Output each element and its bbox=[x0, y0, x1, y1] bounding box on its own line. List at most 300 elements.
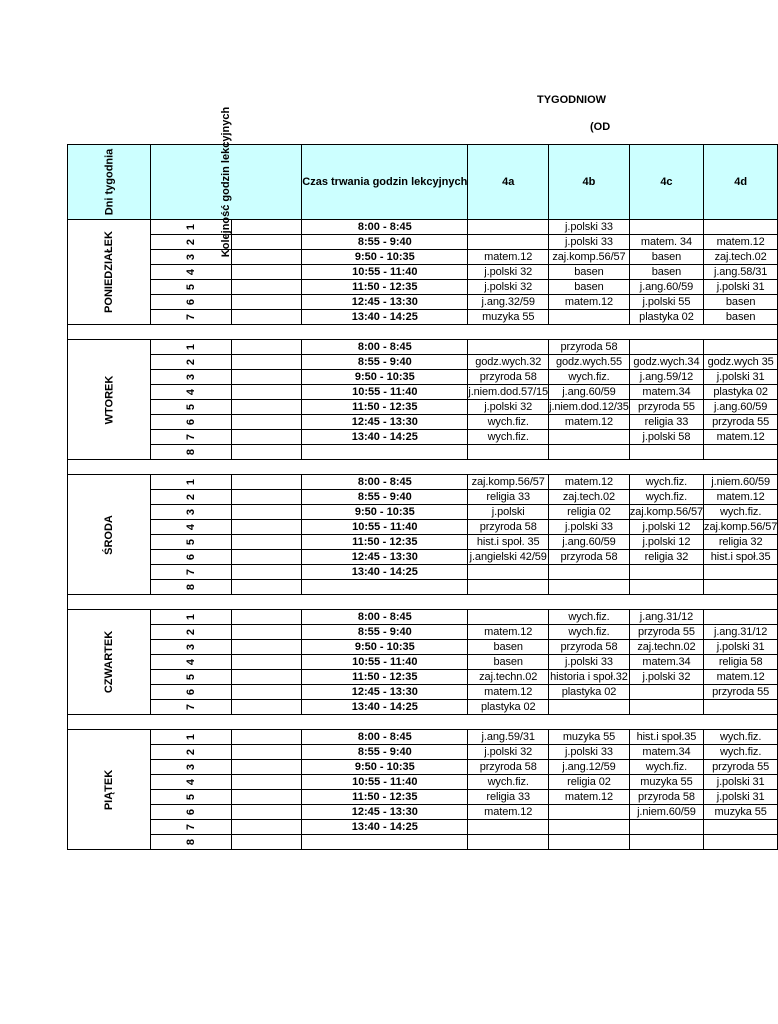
lesson-cell-4a: j.polski bbox=[468, 505, 549, 520]
lesson-number: 3 bbox=[150, 640, 231, 655]
lesson-time: 13:40 - 14:25 bbox=[302, 565, 468, 580]
lesson-cell-4c bbox=[629, 580, 703, 595]
lesson-cell-4b bbox=[549, 565, 630, 580]
table-row bbox=[68, 565, 778, 580]
lesson-cell-4a: j.niem.dod.57/15 bbox=[468, 386, 549, 398]
lesson-cell-4d: matem.12 bbox=[704, 490, 778, 505]
lesson-number-blank bbox=[231, 760, 302, 775]
lesson-cell-4c bbox=[629, 565, 703, 580]
lesson-number: 2 bbox=[150, 355, 231, 370]
table-row bbox=[68, 415, 778, 430]
lesson-cell-4b: matem.12 bbox=[549, 475, 630, 490]
lesson-cell-4b: religia 02 bbox=[549, 775, 630, 790]
lesson-cell-4c: wych.fiz. bbox=[629, 475, 703, 490]
lesson-number-blank bbox=[231, 655, 302, 670]
lesson-number: 8 bbox=[150, 835, 231, 850]
lesson-number-blank bbox=[231, 385, 302, 400]
lesson-number-blank bbox=[231, 520, 302, 535]
lesson-number: 4 bbox=[150, 385, 231, 400]
lesson-time: 8:00 - 8:45 bbox=[302, 340, 468, 355]
table-row bbox=[68, 505, 778, 520]
lesson-cell-4b: j.polski 33 bbox=[549, 655, 630, 670]
lesson-cell-4d: wych.fiz. bbox=[704, 730, 778, 745]
lesson-cell-4a bbox=[468, 220, 549, 235]
table-row bbox=[68, 550, 778, 565]
lesson-cell-4b: wych.fiz. bbox=[549, 610, 630, 625]
lesson-number-blank bbox=[231, 610, 302, 625]
lesson-cell-4d: basen bbox=[704, 295, 778, 310]
lesson-cell-4d: matem.12 bbox=[704, 670, 778, 685]
table-row bbox=[68, 490, 778, 505]
day-separator bbox=[68, 715, 778, 730]
lesson-cell-4a: j.ang.32/59 bbox=[468, 295, 549, 310]
lesson-cell-4c: j.ang.60/59 bbox=[629, 280, 703, 295]
lesson-cell-4b: muzyka 55 bbox=[549, 730, 630, 745]
lesson-number-blank bbox=[231, 820, 302, 835]
table-row bbox=[68, 760, 778, 775]
table-row bbox=[68, 430, 778, 445]
lesson-cell-4a: przyroda 58 bbox=[468, 760, 549, 775]
lesson-cell-4c: matem.34 bbox=[629, 745, 703, 760]
lesson-cell-4b bbox=[549, 820, 630, 835]
table-row bbox=[68, 730, 778, 745]
document-subtitle: (OD bbox=[590, 121, 611, 133]
lesson-cell-4d bbox=[704, 445, 778, 460]
lesson-cell-4c: przyroda 58 bbox=[629, 790, 703, 805]
lesson-cell-4d bbox=[704, 820, 778, 835]
lesson-time: 12:45 - 13:30 bbox=[302, 295, 468, 310]
table-row bbox=[68, 220, 778, 235]
lesson-number-blank bbox=[231, 505, 302, 520]
table-row bbox=[68, 475, 778, 490]
table-row bbox=[68, 790, 778, 805]
lesson-number-blank bbox=[231, 730, 302, 745]
lesson-number-blank bbox=[231, 625, 302, 640]
lesson-cell-4b: j.polski 33 bbox=[549, 745, 630, 760]
lesson-number-blank bbox=[231, 700, 302, 715]
lesson-cell-4b: basen bbox=[549, 280, 630, 295]
lesson-cell-4c: plastyka 02 bbox=[629, 310, 703, 325]
lesson-cell-4d: j.niem.60/59 bbox=[704, 475, 778, 490]
table-row bbox=[68, 745, 778, 760]
lesson-cell-4c: j.niem.60/59 bbox=[629, 805, 703, 820]
day-name: PIĄTEK bbox=[68, 730, 151, 850]
day-separator bbox=[68, 460, 778, 475]
lesson-cell-4c: j.polski 12 bbox=[629, 520, 703, 535]
lesson-number-blank bbox=[231, 640, 302, 655]
lesson-time: 10:55 - 11:40 bbox=[302, 385, 468, 400]
lesson-cell-4a: wych.fiz. bbox=[468, 415, 549, 430]
lesson-number: 7 bbox=[150, 700, 231, 715]
lesson-cell-4a: muzyka 55 bbox=[468, 310, 549, 325]
lesson-number-blank bbox=[231, 805, 302, 820]
lesson-time: 12:45 - 13:30 bbox=[302, 550, 468, 565]
lesson-number: 2 bbox=[150, 625, 231, 640]
lesson-cell-4b: matem.12 bbox=[549, 295, 630, 310]
lesson-cell-4c: wych.fiz. bbox=[629, 490, 703, 505]
day-separator bbox=[68, 325, 778, 340]
lesson-cell-4a bbox=[468, 835, 549, 850]
lesson-number-blank bbox=[231, 550, 302, 565]
lesson-cell-4b: religia 02 bbox=[549, 505, 630, 520]
lesson-cell-4a: matem.12 bbox=[468, 805, 549, 820]
lesson-cell-4d: religia 58 bbox=[704, 655, 778, 670]
lesson-time: 8:00 - 8:45 bbox=[302, 220, 468, 235]
lesson-cell-4c bbox=[629, 445, 703, 460]
lesson-cell-4d: zaj.tech.02 bbox=[704, 250, 778, 265]
lesson-cell-4d bbox=[704, 700, 778, 715]
lesson-number-blank bbox=[231, 265, 302, 280]
table-row bbox=[68, 625, 778, 640]
lesson-cell-4d: plastyka 02 bbox=[704, 385, 778, 400]
lesson-number: 3 bbox=[150, 370, 231, 385]
lesson-cell-4d: religia 32 bbox=[704, 535, 778, 550]
lesson-number-blank bbox=[231, 490, 302, 505]
lesson-cell-4d: j.ang.60/59 bbox=[704, 400, 778, 415]
table-row bbox=[68, 235, 778, 250]
lesson-number: 7 bbox=[150, 310, 231, 325]
lesson-cell-4b: matem.12 bbox=[549, 790, 630, 805]
lesson-cell-4d: j.polski 31 bbox=[704, 640, 778, 655]
lesson-cell-4d: matem.12 bbox=[704, 235, 778, 250]
lesson-cell-4b: j.polski 33 bbox=[549, 220, 630, 235]
lesson-cell-4a: j.polski 32 bbox=[468, 265, 549, 280]
lesson-cell-4c bbox=[629, 820, 703, 835]
header-class-4c: 4c bbox=[629, 145, 703, 220]
lesson-cell-4d: j.ang.31/12 bbox=[704, 625, 778, 640]
lesson-time: 10:55 - 11:40 bbox=[302, 265, 468, 280]
table-row bbox=[68, 355, 778, 370]
lesson-number-blank bbox=[231, 355, 302, 370]
lesson-cell-4c: j.polski 32 bbox=[629, 670, 703, 685]
lesson-cell-4b: matem.12 bbox=[549, 415, 630, 430]
lesson-time: 8:00 - 8:45 bbox=[302, 475, 468, 490]
lesson-cell-4b bbox=[549, 835, 630, 850]
lesson-cell-4b: j.niem.dod.12/35 bbox=[549, 401, 629, 413]
table-row bbox=[68, 280, 778, 295]
lesson-cell-4c: przyroda 55 bbox=[629, 400, 703, 415]
header-class-4d: 4d bbox=[704, 145, 778, 220]
lesson-time: 8:55 - 9:40 bbox=[302, 625, 468, 640]
lesson-cell-4a: przyroda 58 bbox=[468, 370, 549, 385]
lesson-time: 9:50 - 10:35 bbox=[302, 640, 468, 655]
lesson-cell-4b: zaj.komp.56/57 bbox=[549, 250, 630, 265]
day-name: CZWARTEK bbox=[68, 610, 151, 715]
lesson-cell-4b: historia i społ.32 bbox=[550, 671, 628, 683]
table-row bbox=[68, 610, 778, 625]
lesson-cell-4c bbox=[629, 340, 703, 355]
lesson-number: 1 bbox=[150, 220, 231, 235]
table-row bbox=[68, 820, 778, 835]
lesson-time: 12:45 - 13:30 bbox=[302, 805, 468, 820]
lesson-time: 10:55 - 11:40 bbox=[302, 655, 468, 670]
timetable bbox=[67, 106, 778, 850]
lesson-cell-4a bbox=[468, 565, 549, 580]
lesson-cell-4c: zaj.komp.56/57 bbox=[629, 506, 704, 518]
lesson-cell-4b: j.ang.60/59 bbox=[549, 385, 630, 400]
lesson-cell-4c: godz.wych.34 bbox=[629, 355, 703, 370]
lesson-number: 6 bbox=[150, 550, 231, 565]
table-row bbox=[68, 580, 778, 595]
lesson-cell-4d: przyroda 55 bbox=[704, 685, 778, 700]
lesson-time: 11:50 - 12:35 bbox=[302, 400, 468, 415]
lesson-cell-4a: j.polski 32 bbox=[468, 400, 549, 415]
lesson-number: 7 bbox=[150, 430, 231, 445]
lesson-cell-4b: j.polski 33 bbox=[549, 235, 630, 250]
lesson-number-blank bbox=[231, 790, 302, 805]
lesson-number-blank bbox=[231, 535, 302, 550]
table-row bbox=[68, 340, 778, 355]
lesson-time: 8:55 - 9:40 bbox=[302, 745, 468, 760]
lesson-cell-4b bbox=[549, 310, 630, 325]
lesson-cell-4d: wych.fiz. bbox=[704, 745, 778, 760]
lesson-number: 4 bbox=[150, 265, 231, 280]
lesson-number-blank bbox=[231, 670, 302, 685]
lesson-number-blank bbox=[231, 775, 302, 790]
lesson-time: 12:45 - 13:30 bbox=[302, 685, 468, 700]
lesson-time: 13:40 - 14:25 bbox=[302, 430, 468, 445]
table-row bbox=[68, 250, 778, 265]
lesson-cell-4b: wych.fiz. bbox=[549, 625, 630, 640]
lesson-cell-4b: zaj.tech.02 bbox=[549, 490, 630, 505]
lesson-cell-4a bbox=[468, 580, 549, 595]
lesson-time: 8:00 - 8:45 bbox=[302, 730, 468, 745]
lesson-cell-4b: przyroda 58 bbox=[549, 340, 630, 355]
lesson-number-blank bbox=[231, 370, 302, 385]
lesson-cell-4c bbox=[629, 220, 703, 235]
lesson-cell-4d: basen bbox=[704, 310, 778, 325]
lesson-cell-4a: hist.i społ. 35 bbox=[468, 535, 549, 550]
lesson-cell-4c bbox=[629, 700, 703, 715]
lesson-number: 2 bbox=[150, 235, 231, 250]
lesson-cell-4b bbox=[549, 580, 630, 595]
lesson-cell-4a: j.ang.59/31 bbox=[468, 730, 549, 745]
lesson-time: 9:50 - 10:35 bbox=[302, 250, 468, 265]
lesson-cell-4b: plastyka 02 bbox=[549, 685, 630, 700]
lesson-cell-4c: basen bbox=[629, 265, 703, 280]
lesson-cell-4a: basen bbox=[468, 640, 549, 655]
lesson-number: 7 bbox=[150, 820, 231, 835]
lesson-cell-4a: matem.12 bbox=[468, 625, 549, 640]
lesson-cell-4c: matem.34 bbox=[629, 385, 703, 400]
lesson-number-blank bbox=[231, 565, 302, 580]
lesson-cell-4b: przyroda 58 bbox=[549, 550, 630, 565]
lesson-number: 4 bbox=[150, 775, 231, 790]
lesson-number: 4 bbox=[150, 655, 231, 670]
lesson-cell-4a: wych.fiz. bbox=[468, 430, 549, 445]
lesson-time: 8:55 - 9:40 bbox=[302, 235, 468, 250]
lesson-number-blank bbox=[231, 430, 302, 445]
lesson-cell-4a bbox=[468, 820, 549, 835]
lesson-cell-4a: matem.12 bbox=[468, 250, 549, 265]
lesson-number: 8 bbox=[150, 445, 231, 460]
lesson-number: 5 bbox=[150, 280, 231, 295]
table-row bbox=[68, 400, 778, 415]
lesson-cell-4a bbox=[468, 610, 549, 625]
lesson-number-blank bbox=[231, 835, 302, 850]
lesson-number-blank bbox=[231, 415, 302, 430]
lesson-number-blank bbox=[231, 295, 302, 310]
lesson-time: 11:50 - 12:35 bbox=[302, 790, 468, 805]
lesson-number: 3 bbox=[150, 250, 231, 265]
lesson-cell-4d bbox=[704, 220, 778, 235]
lesson-cell-4a: plastyka 02 bbox=[468, 700, 549, 715]
table-row bbox=[68, 685, 778, 700]
lesson-cell-4d bbox=[704, 340, 778, 355]
lesson-number: 6 bbox=[150, 685, 231, 700]
lesson-time: 11:50 - 12:35 bbox=[302, 535, 468, 550]
lesson-cell-4c: hist.i społ.35 bbox=[629, 730, 703, 745]
lesson-number-blank bbox=[231, 220, 302, 235]
lesson-cell-4d: hist.i społ.35 bbox=[704, 550, 778, 565]
lesson-cell-4c: matem.34 bbox=[629, 655, 703, 670]
lesson-cell-4a: j.polski 32 bbox=[468, 745, 549, 760]
lesson-cell-4a: religia 33 bbox=[468, 790, 549, 805]
lesson-cell-4b: przyroda 58 bbox=[549, 640, 630, 655]
lesson-number-blank bbox=[231, 310, 302, 325]
lesson-cell-4c: j.polski 12 bbox=[629, 535, 703, 550]
lesson-cell-4a: przyroda 58 bbox=[468, 520, 549, 535]
lesson-cell-4a: basen bbox=[468, 655, 549, 670]
lesson-cell-4a: matem.12 bbox=[468, 685, 549, 700]
day-separator bbox=[68, 595, 778, 610]
lesson-cell-4b: j.ang.12/59 bbox=[549, 760, 630, 775]
lesson-cell-4c bbox=[629, 835, 703, 850]
table-row bbox=[68, 310, 778, 325]
lesson-cell-4c: basen bbox=[629, 250, 703, 265]
lesson-number: 3 bbox=[150, 505, 231, 520]
lesson-time: 8:55 - 9:40 bbox=[302, 355, 468, 370]
lesson-cell-4c: zaj.techn.02 bbox=[629, 640, 703, 655]
table-row bbox=[68, 835, 778, 850]
lesson-cell-4b bbox=[549, 445, 630, 460]
document-title: TYGODNIOW bbox=[537, 94, 607, 106]
lesson-cell-4a: religia 33 bbox=[468, 490, 549, 505]
lesson-number: 2 bbox=[150, 490, 231, 505]
lesson-cell-4c: religia 32 bbox=[629, 550, 703, 565]
lesson-cell-4d: j.polski 31 bbox=[704, 280, 778, 295]
lesson-cell-4b: basen bbox=[549, 265, 630, 280]
lesson-cell-4b bbox=[549, 805, 630, 820]
lesson-number: 2 bbox=[150, 745, 231, 760]
lesson-number-blank bbox=[231, 250, 302, 265]
table-row bbox=[68, 640, 778, 655]
lesson-cell-4d: j.polski 31 bbox=[704, 370, 778, 385]
lesson-cell-4c: matem. 34 bbox=[629, 235, 703, 250]
lesson-time: 9:50 - 10:35 bbox=[302, 760, 468, 775]
lesson-number: 5 bbox=[150, 400, 231, 415]
lesson-number: 6 bbox=[150, 415, 231, 430]
lesson-number-blank bbox=[231, 745, 302, 760]
lesson-cell-4d bbox=[704, 565, 778, 580]
lesson-cell-4a: zaj.komp.56/57 bbox=[468, 475, 549, 490]
lesson-cell-4a: zaj.techn.02 bbox=[468, 670, 549, 685]
lesson-number: 1 bbox=[150, 610, 231, 625]
lesson-time bbox=[302, 835, 468, 850]
lesson-cell-4a bbox=[468, 235, 549, 250]
lesson-number-blank bbox=[231, 580, 302, 595]
lesson-number: 3 bbox=[150, 760, 231, 775]
table-row bbox=[68, 655, 778, 670]
lesson-number: 5 bbox=[150, 670, 231, 685]
lesson-cell-4b bbox=[549, 430, 630, 445]
lesson-number-blank bbox=[231, 400, 302, 415]
header-czas: Czas trwania godzin lekcyjnych bbox=[302, 145, 468, 220]
table-row bbox=[68, 385, 778, 400]
lesson-number: 6 bbox=[150, 805, 231, 820]
lesson-time: 11:50 - 12:35 bbox=[302, 670, 468, 685]
lesson-time: 13:40 - 14:25 bbox=[302, 700, 468, 715]
lesson-cell-4c: wych.fiz. bbox=[629, 760, 703, 775]
lesson-cell-4d bbox=[704, 835, 778, 850]
lesson-time: 13:40 - 14:25 bbox=[302, 310, 468, 325]
lesson-time: 11:50 - 12:35 bbox=[302, 280, 468, 295]
lesson-time bbox=[302, 580, 468, 595]
lesson-number-blank bbox=[231, 340, 302, 355]
lesson-time: 9:50 - 10:35 bbox=[302, 370, 468, 385]
lesson-cell-4b: wych.fiz. bbox=[549, 370, 630, 385]
lesson-cell-4c: j.ang.31/12 bbox=[629, 610, 703, 625]
lesson-cell-4b: j.ang.60/59 bbox=[549, 535, 630, 550]
lesson-cell-4c: j.ang.59/12 bbox=[629, 370, 703, 385]
lesson-number: 5 bbox=[150, 535, 231, 550]
table-row bbox=[68, 265, 778, 280]
lesson-cell-4c: j.polski 55 bbox=[629, 295, 703, 310]
lesson-cell-4c: muzyka 55 bbox=[629, 775, 703, 790]
lesson-cell-4d: przyroda 55 bbox=[704, 415, 778, 430]
lesson-number: 1 bbox=[150, 730, 231, 745]
lesson-cell-4d: godz.wych 35 bbox=[704, 355, 778, 370]
lesson-cell-4a: godz.wych.32 bbox=[468, 355, 549, 370]
lesson-number: 7 bbox=[150, 565, 231, 580]
lesson-number-blank bbox=[231, 475, 302, 490]
lesson-number-blank bbox=[231, 235, 302, 250]
lesson-cell-4a bbox=[468, 340, 549, 355]
lesson-number-blank bbox=[231, 280, 302, 295]
lesson-cell-4c: przyroda 55 bbox=[629, 625, 703, 640]
lesson-cell-4b: godz.wych.55 bbox=[549, 355, 630, 370]
lesson-cell-4b: j.polski 33 bbox=[549, 520, 630, 535]
table-row bbox=[68, 775, 778, 790]
lesson-time: 13:40 - 14:25 bbox=[302, 820, 468, 835]
lesson-cell-4d: j.polski 31 bbox=[704, 775, 778, 790]
header-dni: Dni tygodnia bbox=[68, 145, 151, 220]
lesson-cell-4d: muzyka 55 bbox=[704, 805, 778, 820]
lesson-cell-4c bbox=[629, 685, 703, 700]
lesson-cell-4d: zaj.komp.56/57 bbox=[704, 521, 778, 533]
day-name: ŚRODA bbox=[68, 475, 151, 595]
lesson-number: 6 bbox=[150, 295, 231, 310]
lesson-cell-4d: przyroda 55 bbox=[704, 760, 778, 775]
lesson-cell-4a bbox=[468, 445, 549, 460]
lesson-cell-4b bbox=[549, 700, 630, 715]
header-class-4b: 4b bbox=[549, 145, 630, 220]
lesson-number: 1 bbox=[150, 475, 231, 490]
table-row bbox=[68, 445, 778, 460]
lesson-time: 12:45 - 13:30 bbox=[302, 415, 468, 430]
table-row bbox=[68, 370, 778, 385]
lesson-number: 1 bbox=[150, 340, 231, 355]
lesson-cell-4d: j.polski 31 bbox=[704, 790, 778, 805]
lesson-cell-4a: wych.fiz. bbox=[468, 775, 549, 790]
lesson-cell-4a: j.polski 32 bbox=[468, 280, 549, 295]
table-row bbox=[68, 700, 778, 715]
lesson-cell-4d: j.ang.58/31 bbox=[704, 265, 778, 280]
lesson-time: 8:55 - 9:40 bbox=[302, 490, 468, 505]
lesson-time bbox=[302, 445, 468, 460]
day-name: PONIEDZIAŁEK bbox=[68, 220, 151, 325]
lesson-cell-4c: j.polski 58 bbox=[629, 430, 703, 445]
